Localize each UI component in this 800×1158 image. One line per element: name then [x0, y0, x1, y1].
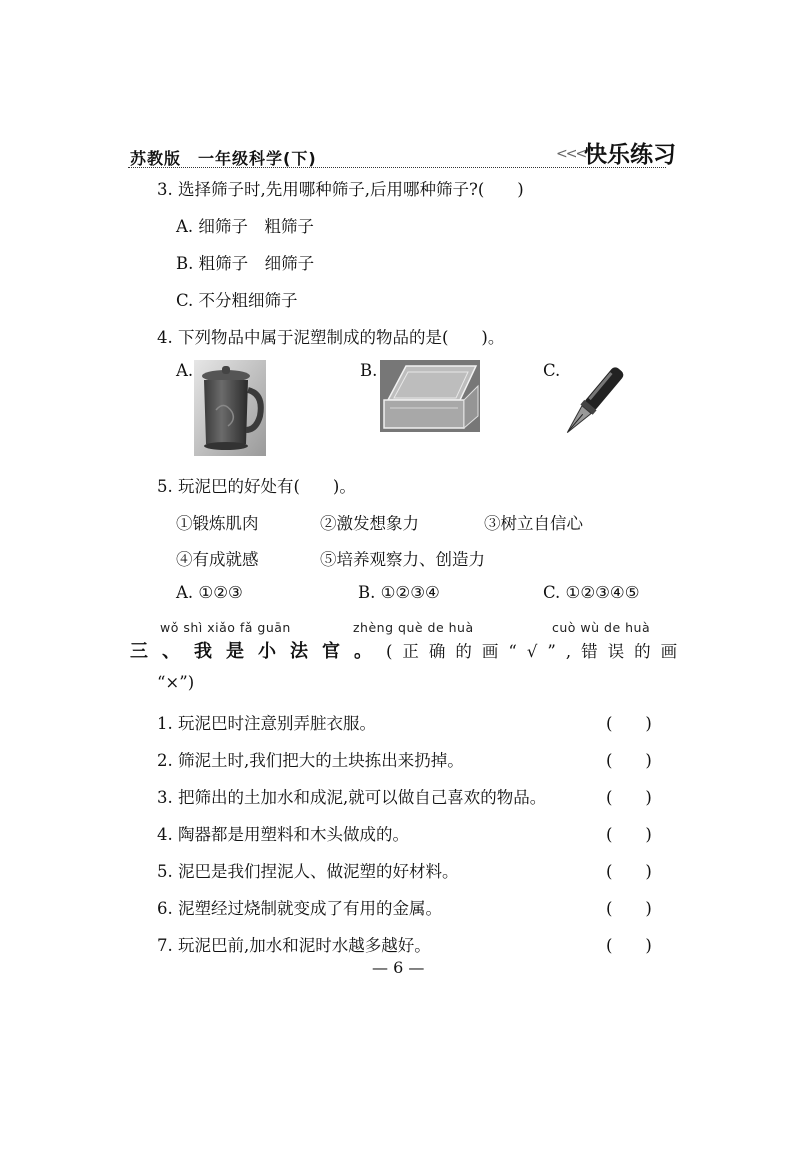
section3-heading: [130, 637, 687, 663]
section3-title: 三、我是小法官。: [130, 641, 386, 662]
header-chevron-icon: <<<: [556, 146, 586, 162]
tf-answer-4[interactable]: ( ): [606, 825, 652, 844]
tf-answer-7[interactable]: ( ): [606, 936, 652, 955]
q5-option-a: A. ①②③: [176, 583, 243, 602]
q4-stem: 4. 下列物品中属于泥塑制成的物品的是( )。: [157, 328, 505, 347]
section3-pinyin-correct: zhèng què de huà: [353, 620, 474, 635]
q5-option-b: B. ①②③④: [358, 583, 440, 602]
section3-pinyin-title: wǒ shì xiǎo fǎ guān: [160, 620, 291, 635]
q5-item-1: ①锻炼肌肉: [176, 514, 259, 533]
tf-item-6: 6. 泥塑经过烧制就变成了有用的金属。: [157, 899, 442, 918]
q5-item-3: ③树立自信心: [484, 514, 583, 533]
tf-item-4: 4. 陶器都是用塑料和木头做成的。: [157, 825, 409, 844]
q4-label-a: A.: [176, 361, 194, 380]
q5-item-4: ④有成就感: [176, 550, 259, 569]
q4-label-b: B.: [360, 361, 378, 380]
q5-option-c: C. ①②③④⑤: [543, 583, 640, 602]
tf-answer-6[interactable]: ( ): [606, 899, 652, 918]
header-dotted-divider: [128, 167, 666, 168]
plastic-box-icon: [380, 360, 480, 432]
tf-item-5: 5. 泥巴是我们捏泥人、做泥塑的好材料。: [157, 862, 459, 881]
q4-label-c: C.: [543, 361, 561, 380]
q5-item-2: ②激发想象力: [320, 514, 419, 533]
section3-instruction-line1: (正确的画“√”,错误的画: [386, 642, 688, 661]
tf-answer-3[interactable]: ( ): [606, 788, 652, 807]
q3-option-c: C. 不分粗细筛子: [176, 291, 298, 310]
page-number: — 6 —: [372, 958, 425, 977]
section3-pinyin-wrong: cuò wù de huà: [552, 620, 651, 635]
tf-answer-2[interactable]: ( ): [606, 751, 652, 770]
q5-stem: 5. 玩泥巴的好处有( )。: [157, 477, 356, 496]
q3-stem: 3. 选择筛子时,先用哪种筛子,后用哪种筛子?( ): [157, 180, 524, 199]
tf-item-3: 3. 把筛出的土加水和成泥,就可以做自己喜欢的物品。: [157, 788, 547, 807]
tf-answer-1[interactable]: ( ): [606, 714, 652, 733]
fountain-pen-icon: [560, 362, 626, 442]
tf-answer-5[interactable]: ( ): [606, 862, 652, 881]
section3-instruction-line2: “×”): [157, 673, 195, 692]
tf-item-2: 2. 筛泥土时,我们把大的土块拣出来扔掉。: [157, 751, 464, 770]
tf-item-1: 1. 玩泥巴时注意别弄脏衣服。: [157, 714, 376, 733]
q3-option-b: B. 粗筛子 细筛子: [176, 254, 315, 273]
clay-teacup-icon: [194, 360, 266, 456]
q3-option-a: A. 细筛子 粗筛子: [176, 217, 314, 236]
header-section-title: 快乐练习: [584, 142, 676, 168]
q5-item-5: ⑤培养观察力、创造力: [320, 550, 485, 569]
header-book-title: 苏教版 一年级科学(下): [130, 149, 317, 168]
tf-item-7: 7. 玩泥巴前,加水和泥时水越多越好。: [157, 936, 431, 955]
